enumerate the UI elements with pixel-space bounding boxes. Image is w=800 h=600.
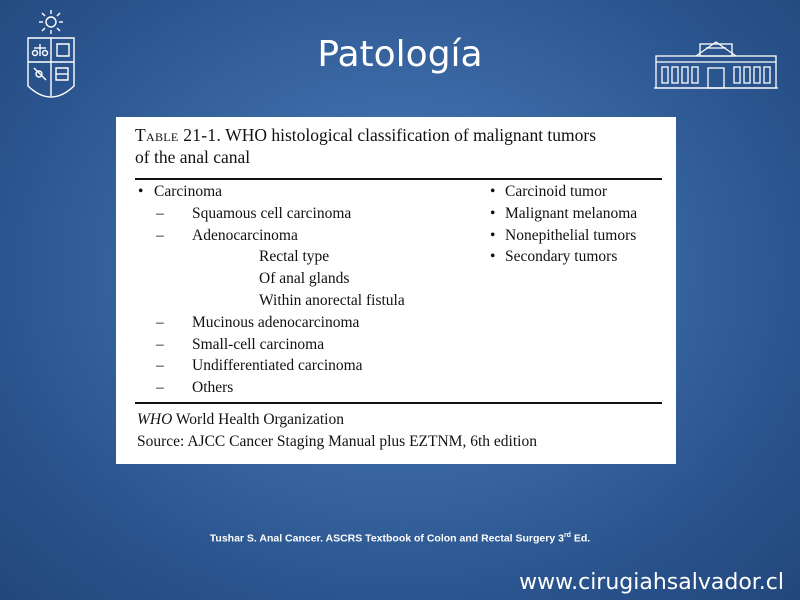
table-footnote [137,411,344,429]
citation-main: Tushar S. Anal Cancer. ASCRS Textbook of Colon and Rectal Surgery 3 [209,532,564,545]
table-title-line1: WHO histological classification of malignant tumors [221,125,597,145]
row-marker: • [490,248,496,266]
row-text: Small-cell carcinoma [192,335,325,353]
row-text: Carcinoma [154,183,223,200]
row-marker: – [156,357,164,375]
row-text: Rectal type [259,248,330,266]
hospital-building-icon [652,40,780,92]
table-title [135,124,665,168]
table-source: Source: AJCC Cancer Staging Manual plus EZTNM, 6th edition [137,433,537,450]
table-top-rule [135,178,662,180]
row-text: Within anorectal fistula [259,292,405,309]
row-text: Mucinous adenocarcinoma [192,313,360,331]
row-text: Undifferentiated carcinoma [192,357,363,375]
table-title-line2: of the anal canal [135,147,251,167]
footnote-abbr: WHO [137,411,173,428]
website-url: www.cirugiahsalvador.cl [519,570,784,595]
row-text: Carcinoid tumor [505,183,608,200]
row-text: Adenocarcinoma [192,226,298,244]
row-marker: – [156,379,164,397]
slide-title: Patología [317,34,483,75]
row-marker: – [156,313,164,331]
row-text: Malignant melanoma [505,204,638,222]
row-marker: • [490,183,496,200]
row-marker: • [490,204,496,222]
row-text: Secondary tumors [505,248,618,266]
who-classification-table [116,117,676,464]
table-label: Table 21-1. [135,125,222,145]
reference-citation [0,532,800,545]
row-text: Of anal glands [259,270,350,288]
row-text: Squamous cell carcinoma [192,204,352,222]
row-text: Nonepithelial tumors [505,226,637,244]
citation-sup: rd [563,532,571,539]
row-marker: • [490,226,496,244]
citation-end: Ed. [570,532,591,545]
row-marker: – [156,335,164,353]
row-marker: – [156,204,164,222]
row-marker: • [138,183,144,200]
row-marker: – [156,226,164,244]
footnote-definition: World Health Organization [172,411,344,428]
row-text: Others [192,379,234,397]
table-bottom-rule [135,402,662,404]
